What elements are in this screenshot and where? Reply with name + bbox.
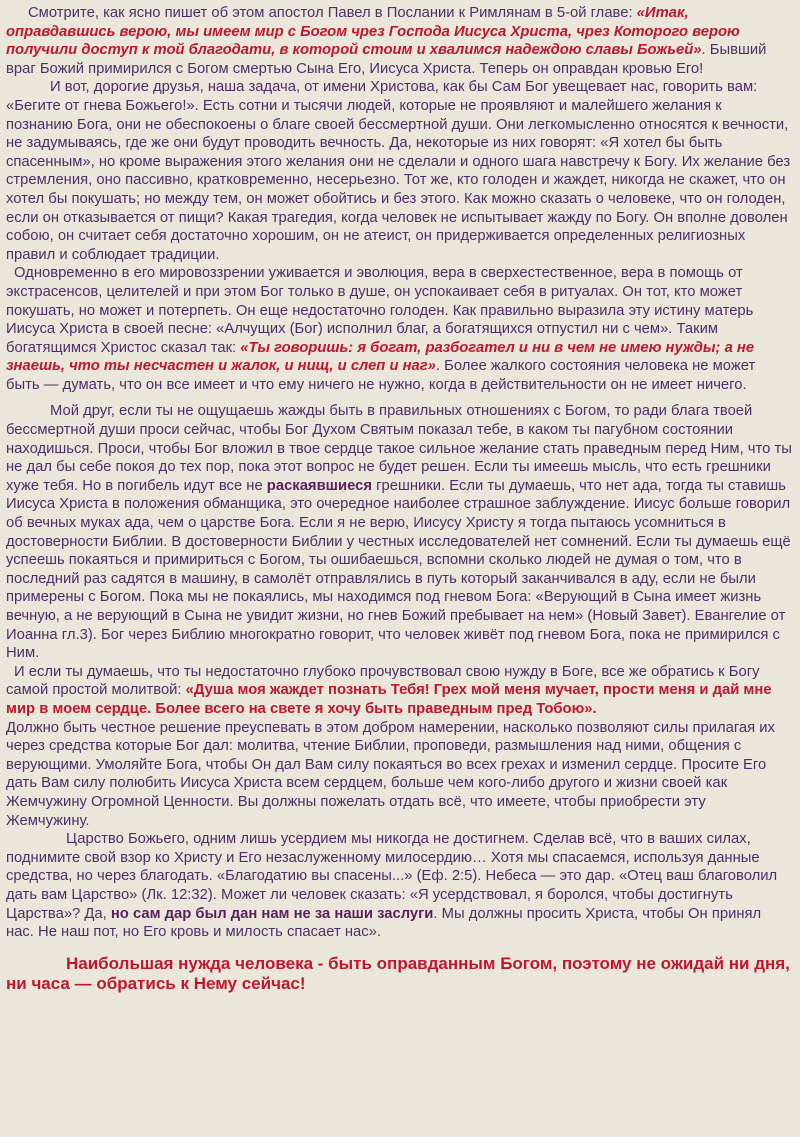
text-run: Должно быть честное решение преуспевать в этом добром намерении, насколько позволяют силы прилагая их через средства которые Бог дал: молитва, чтение Библии, проповеди, размышления над ними, общения с верующими. Умоляйте Бога, чтобы Он дал Вам силу покаяться во всех грехах и изменил сердце. Просите Его дать Вам силу полюбить Иисуса Христа всем сердцем, больше чем кого-либо другого и жизни своей как Жемчужину Огромной Ценности. Вы должны пожелать отдать всё, что имеете, чтобы приобрести эту Жемчужину.: [6, 719, 775, 829]
text-run: И вот, дорогие друзья, наша задача, от имени Христова, как бы Сам Бог увещевает нас, говорить вам: «Бегите от гнева Божьего!». Есть сотни и тысячи людей, которые не проявляют и малейшего желания к познанию Бога, они не обеспокоены о благе своей бессмертной души. Они легкомысленно относятся к вечности, не задумываясь, где же они будут проводить вечность. Да, некоторые из них говорят: «Я хотел бы быть спасенным», но кроме выражения этого желания они не сделали и одного шага навстречу к Богу. Их желание без стремления, оно пассивно, кратковременно, несерьезно. Тот же, кто голоден и жаждет, никогда не скажет, что он хотел бы покушать; но между тем, он может обойтись и без этого. Как можно сказать о человеке, что он голоден, если он отказывается от пищи? Какая трагедия, когда человек не испытывает жажду по Богу. Он вполне доволен собою, он считает себя достаточно хорошим, он не атеист, он придерживается определенных религиозных правил и соблюдает традиции.: [6, 79, 791, 263]
quote-revelation: «Ты говоришь: я богат, разбогател и ни в чем не имею нужды; а не знаешь, что ты несчастен и жалок, и нищ, и слеп и наг»: [6, 339, 755, 375]
paragraph-prayer: [6, 663, 792, 830]
text-run: . Мы должны просить Христа, чтобы Он принял нас. Не наш пот, но Его кровь и милость спасает нас».: [6, 905, 762, 941]
text-run: Мой друг, если ты не ощущаешь жажды быть в правильных отношениях с Богом, то ради блага твоей бессмертной души проси сейчас, чтобы Бог Духом Святым показал тебе, в каком ты пагубном состоянии находишься. Проси, чтобы Бог вложил в твое сердце такое сильное желание стать праведным перед Ним, что ты не дал бы себе покоя до тех пор, пока этот вопрос не будет решен. Если ты имеешь мысль, что есть грешники хуже тебя. Но в погибель идут все не: [6, 403, 792, 494]
closing-text: Наибольшая нужда человека - быть оправданным Богом, поэтому не ожидай ни дня, ни часа — обратись к Нему сейчас!: [6, 953, 790, 993]
text-run: Смотрите, как ясно пишет об этом апостол Павел в Послании к Римлянам в 5-ой главе:: [28, 5, 637, 21]
text-run: . Бывший враг Божий примирился с Богом смертью Сына Его, Иисуса Христа. Теперь он оправдан кровью Его!: [6, 42, 767, 77]
prayer-quote: «Душа моя жаждет познать Тебя! Грех мой меня мучает, прости меня и дай мне мир в моем сердце. Более всего на свете я хочу быть праведным пред Тобою».: [6, 682, 772, 717]
paragraph-worldview: [6, 264, 792, 394]
paragraph-my-friend: [6, 402, 792, 662]
text-run: . Более жалкого состояния человека не может быть — думать, что он все имеет и что ему ничего не нужно, когда в действительности он не имеет ничего.: [6, 358, 756, 393]
text-run: Царство Божьего, одним лишь усердием мы никогда не достигнем. Сделав всё, что в ваших силах, поднимите свой взор ко Христу и Его незаслуженному милосердию… Хотя мы спасаемся, используя данные средства, но через благодать. «Благодатию вы спасены...» (Еф. 2:5). Небеса — это дар. «Отец ваш благоволил дать вам Царство» (Лк. 12:32). Может ли человек сказать: «Я усердствовал, я боролся, чтобы достигнуть Царства»? Да,: [6, 831, 778, 922]
emphasis-phrase: но сам дар был дан нам не за наши заслуги: [110, 905, 434, 922]
emphasis-word: раскаявшиеся: [266, 477, 372, 494]
paragraph-kingdom: [6, 830, 792, 942]
closing-call: [6, 954, 792, 994]
quote-romans-5: «Итак, оправдавшись верою, мы имеем мир с Богом чрез Господа Иисуса Христа, чрез Которого верою получили доступ к той благодати, в которой стоим и хвалимся надеждою славы Божьей»: [6, 5, 740, 59]
paragraph-romans: [6, 4, 792, 78]
text-run: Одновременно в его мировоззрении уживается и эволюция, вера в сверхестественное, вера в помощь от экстрасенсов, целителей и при этом Бог только в душе, он успокаивает себя в ритуалах. Он тот, кто может покушать, но может и потерпеть. Он еще недостаточно голоден. Как правильно выразила эту истину матерь Иисуса Христа в своей песне: «Алчущих (Бог) исполнил благ, а богатящихся отпустил ни с чем». Таким богатящимся Христос сказал так:: [6, 265, 754, 356]
paragraph-flee-wrath: [6, 78, 792, 264]
text-run: грешники. Если ты думаешь, что нет ада, тогда ты ставишь Иисуса Христа в положения обманщика, это очередное наиболее страшное заблуждение. Иисус больше говорил об вечных муках ада, чем о царстве Бога. Если я не верю, Иисусу Христу я тогда пытаюсь усомниться в достоверности Библии. В достоверности Библии у честных исследователей нет сомнений. Если ты думаешь ещё успеешь покаяться и примириться с Богом, ты ошибаешься, вспомни сколько людей не думая о том, что в последний раз садятся в машину, в самолёт отправлялись в путь который заканчивался в аду, если не были примерены с Богом. Пока мы не покаялись, мы находимся под гневом Бога: «Верующий в Сына имеет жизнь вечную, а не верующий в Сына не увидит жизни, но гнев Божий пребывает на нем» (Новый Завет). Евангелие от Иоанна гл.3). Бог через Библию многократно говорит, что человек живёт под гневом Бога, пока не примирился с Ним.: [6, 477, 791, 662]
text-run: И если ты думаешь, что ты недостаточно глубоко прочувствовал свою нужду в Боге, все же обратись к Богу самой простой молитвой:: [6, 663, 760, 699]
